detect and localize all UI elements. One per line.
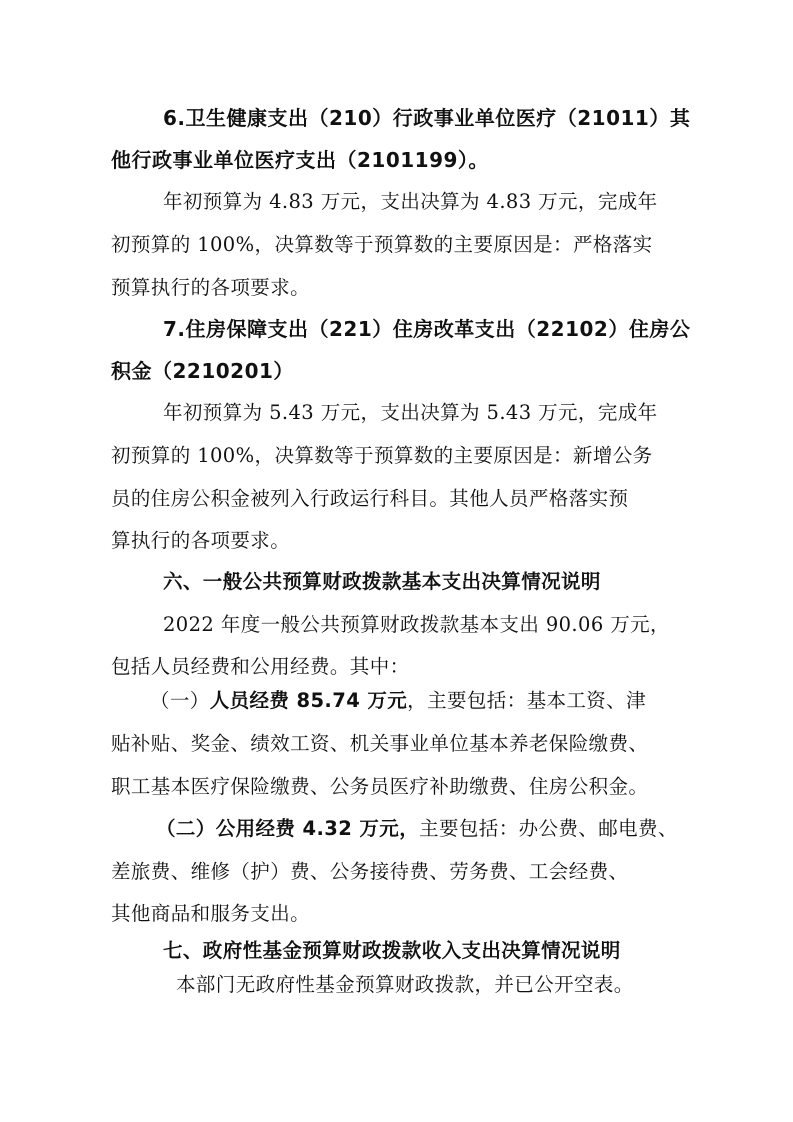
part-6-intro-line-1: 2022 年度一般公共预算财政拨款基本支出 90.06 万元， [163, 613, 670, 636]
item-1-title: 人员经费 85.74 万元 [209, 689, 408, 712]
section-6-body-line-3: 预算执行的各项要求。 [111, 276, 311, 299]
part-6-item-1-line-2: 贴补贴、奖金、绩效工资、机关事业单位基本养老保险缴费、 [111, 732, 649, 755]
item-2-text: 主要包括：办公费、邮电费、 [419, 817, 678, 840]
section-6-body-line-2: 初预算的 100%，决算数等于预算数的主要原因是：严格落实 [111, 233, 653, 256]
section-7-body-line-2: 初预算的 100%，决算数等于预算数的主要原因是：新增公务 [111, 444, 653, 467]
section-7-heading-line-1: 7.住房保障支出（221）住房改革支出（22102）住房公 [163, 317, 691, 341]
section-6-heading-line-2: 他行政事业单位医疗支出（2101199）。 [111, 148, 489, 172]
part-6-item-1-line-3: 职工基本医疗保险缴费、公务员医疗补助缴费、住房公积金。 [111, 775, 649, 798]
part-6-item-1-line-1 [150, 688, 646, 714]
part-6-intro-line-2: 包括人员经费和公用经费。其中： [111, 655, 410, 678]
item-2-title: （二）公用经费 4.32 万元， [156, 817, 420, 840]
item-1-prefix: （一） [150, 689, 210, 712]
item-1-text: ，主要包括：基本工资、津 [407, 689, 646, 712]
section-7-body-line-4: 算执行的各项要求。 [111, 529, 291, 552]
part-6-item-2-line-2: 差旅费、维修（护）费、公务接待费、劳务费、工会经费、 [111, 860, 629, 883]
section-7-body-line-1: 年初预算为 5.43 万元，支出决算为 5.43 万元，完成年 [163, 401, 658, 424]
section-7-body-line-3: 员的住房公积金被列入行政运行科目。其他人员严格落实预 [111, 487, 629, 510]
section-7-heading-line-2: 积金（2210201） [111, 359, 294, 383]
part-7-body: 本部门无政府性基金预算财政拨款，并已公开空表。 [176, 973, 634, 996]
part-6-item-2-line-3: 其他商品和服务支出。 [111, 902, 311, 925]
part-7-heading: 七、政府性基金预算财政拨款收入支出决算情况说明 [163, 939, 621, 962]
part-6-item-2-line-1 [156, 816, 678, 842]
section-6-heading-line-1: 6.卫生健康支出（210）行政事业单位医疗（21011）其 [163, 106, 691, 130]
part-6-heading: 六、一般公共预算财政拨款基本支出决算情况说明 [163, 570, 601, 593]
section-6-body-line-1: 年初预算为 4.83 万元，支出决算为 4.83 万元，完成年 [163, 190, 658, 213]
